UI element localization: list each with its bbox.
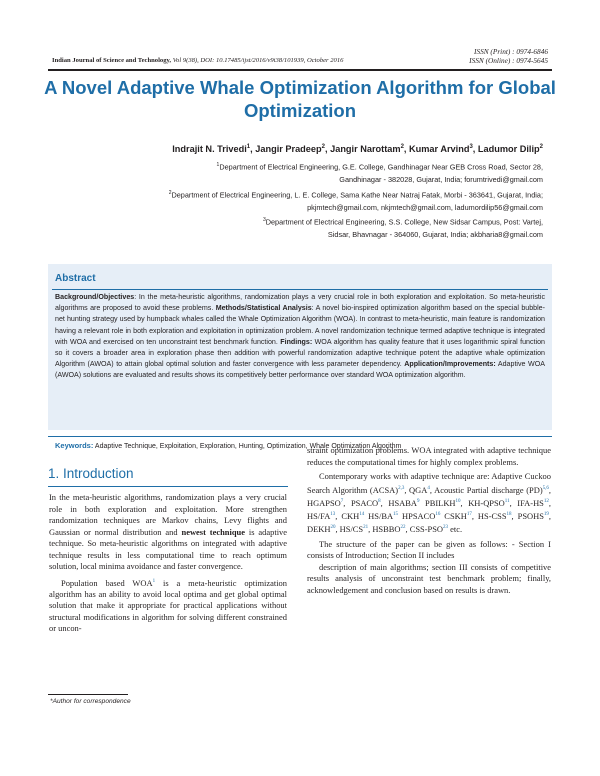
keywords-text: Adaptive Technique, Exploitation, Exploration, Hunting, Optimization, Whale Optimization Algorithm: [94, 443, 402, 450]
text-run: , CKH: [335, 510, 360, 521]
paragraph: Population based WOA$^1$ is a meta-heuristic optimization algorithm has an ability to avoid local optima and get global optimal solution that make it appropriate for practical applications without structural modifications in algorithm for solving different constrained or uncon-: [49, 577, 287, 634]
author-sup: 1: [246, 144, 251, 150]
citation-ref[interactable]: 18: [506, 512, 512, 518]
citation-ref[interactable]: 23: [443, 525, 448, 531]
author-sup: 2: [321, 144, 325, 150]
affiliation-line: Gandhinagar - 382028, Gujarat, India; forumtrivedi@gmail.com: [339, 175, 543, 185]
affiliation-line: $^2$Department of Electrical Engineering, L. E. College, Sama Kathe Near Natraj Fatak, Morbi - 363641, Gujarat, India;: [168, 189, 543, 200]
citation-ref[interactable]: 17: [466, 512, 472, 518]
paragraph: [307, 471, 551, 536]
citation-ref[interactable]: 8: [378, 498, 381, 504]
citation-ref[interactable]: 9: [416, 498, 420, 504]
text-run: , HGAPSO: [307, 484, 551, 508]
text-run: , HS/FA: [307, 497, 551, 521]
author-name: Ladumor Dilip: [477, 144, 540, 155]
citation-ref[interactable]: 21: [363, 525, 369, 531]
keywords-rule: [48, 436, 552, 437]
affiliations: [23, 159, 543, 242]
paragraph: The structure of the paper can be given as follows: - Section I consists of Introduction; Section II includes: [307, 538, 551, 561]
abstract-text: Background/Objectives: In the meta-heuristic algorithms, randomization plays a very crucial role in both exploration and exploitation. So meta-heuristic algorithms are proposed to avoid these problems. Methods/Statistical Analysis: A novel bio-inspired optimization algorithm based on the special bubble-net hunting strategy used by humpback whales called the Whale Optimization Algorithm (WOA). In contrast to meta-heuristic, main feature is randomization having a relevant role in both exploration and exploitation in optimization problem. A novel randomization technique termed adaptive technique is integrated with WOA and exercised on ten unconstraint test benchmark function. Findings: WOA algorithm has quality feature that it uses logarithmic spiral function so it covers a broader area in exploration phase then addition with powerful randomization adaptive technique potent the adaptive whale optimization Algorithm (AWOA) to attain global optimal solution and faster convergence with less parameter dependency. Application/Improvements: Adaptive WOA (AWOA) solutions are evaluated and results shows its competitively better performance over standard WOA optimization algorithm.: [55, 293, 545, 380]
paragraph: straint optimization problems. WOA integrated with adaptive technique reduces the computational times for highly complex problems.: [307, 445, 551, 467]
affiliation-line: $^1$Department of Electrical Engineering, G.E. College, Gandhinagar Near GEB Cross Road, Sector 28,: [216, 162, 543, 172]
citation-ref[interactable]: 7: [340, 498, 344, 504]
abstract-rule: [52, 289, 548, 290]
footnote: *Author for correspondence: [50, 698, 131, 705]
text-run: , KH-QPSO: [460, 497, 505, 508]
text-run: Contemporary works with adaptive technique are: Adaptive Cuckoo Search Algorithm (ACSA): [307, 471, 551, 495]
author-name: Indrajit N. Trivedi: [172, 144, 247, 155]
author-list: Indrajit N. Trivedi$^1$, Jangir Pradeep$^2$, Jangir Narottam$^2$, Kumar Arvind$^3$, Ladumor Dilip$^2$: [172, 144, 543, 155]
text-run: , Acoustic Partial discharge (PD): [429, 484, 543, 495]
text-run: , PSACO: [343, 497, 379, 508]
issn-print: ISSN (Print) : 0974-6846: [474, 47, 548, 56]
citation-ref[interactable]: 19: [543, 512, 549, 518]
journal-citation: [52, 57, 343, 64]
author-name: Jangir Pradeep: [255, 144, 322, 155]
keywords-label: Keywords:: [55, 441, 94, 450]
paper-title: A Novel Adaptive Whale Optimization Algorithm for Global Optimization: [44, 77, 556, 121]
author-sup: 3: [469, 144, 473, 150]
paragraph: description of main algorithms; section III consists of competitive results analysis of unconstraint test benchmark problem; finally, acknowledgement and conclusion based on results is drawn.: [307, 561, 551, 595]
text-run: etc.: [448, 524, 463, 535]
citation-ref[interactable]: 1: [152, 578, 156, 584]
citation-ref[interactable]: 13: [330, 512, 336, 518]
affiliation-line: Sidsar, Bhavnagar - 364060, Gujarat, India; akbharia8@gmail.com: [327, 230, 543, 240]
affiliation-line: pkjmtech@gmail.com, nkjmtech@gmail.com, ladumordilip56@gmail.com: [307, 202, 543, 212]
citation-ref[interactable]: 20: [330, 525, 336, 531]
text-run: , CSS-PSO: [405, 524, 443, 535]
citation-ref[interactable]: 11: [504, 498, 510, 504]
author-sup: 2: [400, 144, 404, 150]
issn-block: [469, 47, 548, 66]
author-sup: 2: [539, 144, 543, 150]
text-run: , DEKH: [307, 510, 551, 535]
text-run: PBILKH: [419, 497, 456, 508]
citation-ref[interactable]: 12: [543, 498, 549, 504]
citation-ref[interactable]: 14: [359, 512, 365, 518]
text-run: HS/BA: [364, 510, 394, 521]
right-column: [307, 445, 551, 596]
citation-ref[interactable]: 22: [400, 525, 406, 531]
citation-ref[interactable]: 5,6: [542, 485, 549, 491]
affiliation-line: $^3$Department of Electrical Engineering, S.S. College, New Sidsar Campus, Post: Vartej,: [262, 217, 543, 227]
citation-ref[interactable]: 4: [427, 485, 430, 491]
citation-ref[interactable]: 15: [393, 512, 399, 518]
header-rule: [48, 69, 552, 71]
author-name: Kumar Arvind: [409, 144, 470, 155]
journal-name: Indian Journal of Science and Technology,: [52, 57, 172, 64]
issn-online: ISSN (Online) : 0974-5645: [469, 56, 548, 66]
citation-ref[interactable]: 10: [455, 498, 461, 504]
text-run: , HS-CSS: [471, 510, 507, 521]
text-run: , HSBBO: [368, 524, 401, 535]
text-run: , QGA: [404, 484, 428, 495]
citation-ref[interactable]: 16: [435, 512, 441, 518]
text-run: , IFA-HS: [509, 497, 544, 508]
text-run: , HSABA: [380, 497, 417, 508]
citation-ref[interactable]: 2,3: [398, 485, 405, 491]
section-heading: 1. Introduction: [48, 466, 134, 481]
abstract-heading: Abstract: [55, 273, 96, 284]
journal-ref: Vol 9(38), DOI: 10.17485/ijst/2016/v9i38/101939, October 2016: [172, 57, 344, 64]
text-run: HPSACO: [398, 510, 436, 521]
paragraph: In the meta-heuristic algorithms, randomization plays a very crucial role in both exploration and exploitation. More strengthen randomization techniques are Markov chains, Levy flights and Gaussian or normal distribution and newest technique is adaptive technique. So meta-heuristic algorithms on integrated with adaptive technique results in less computational time to reach optimum solution, local minima avoidance and faster convergence.: [49, 492, 288, 571]
text-run: CSKH: [440, 510, 467, 521]
text-run: , HS/CS: [335, 524, 364, 535]
left-column: [49, 492, 287, 635]
section-rule: [48, 486, 288, 487]
author-name: Jangir Narottam: [330, 144, 401, 155]
text-run: , PSOHS: [511, 510, 544, 521]
footnote-rule: [48, 694, 128, 695]
